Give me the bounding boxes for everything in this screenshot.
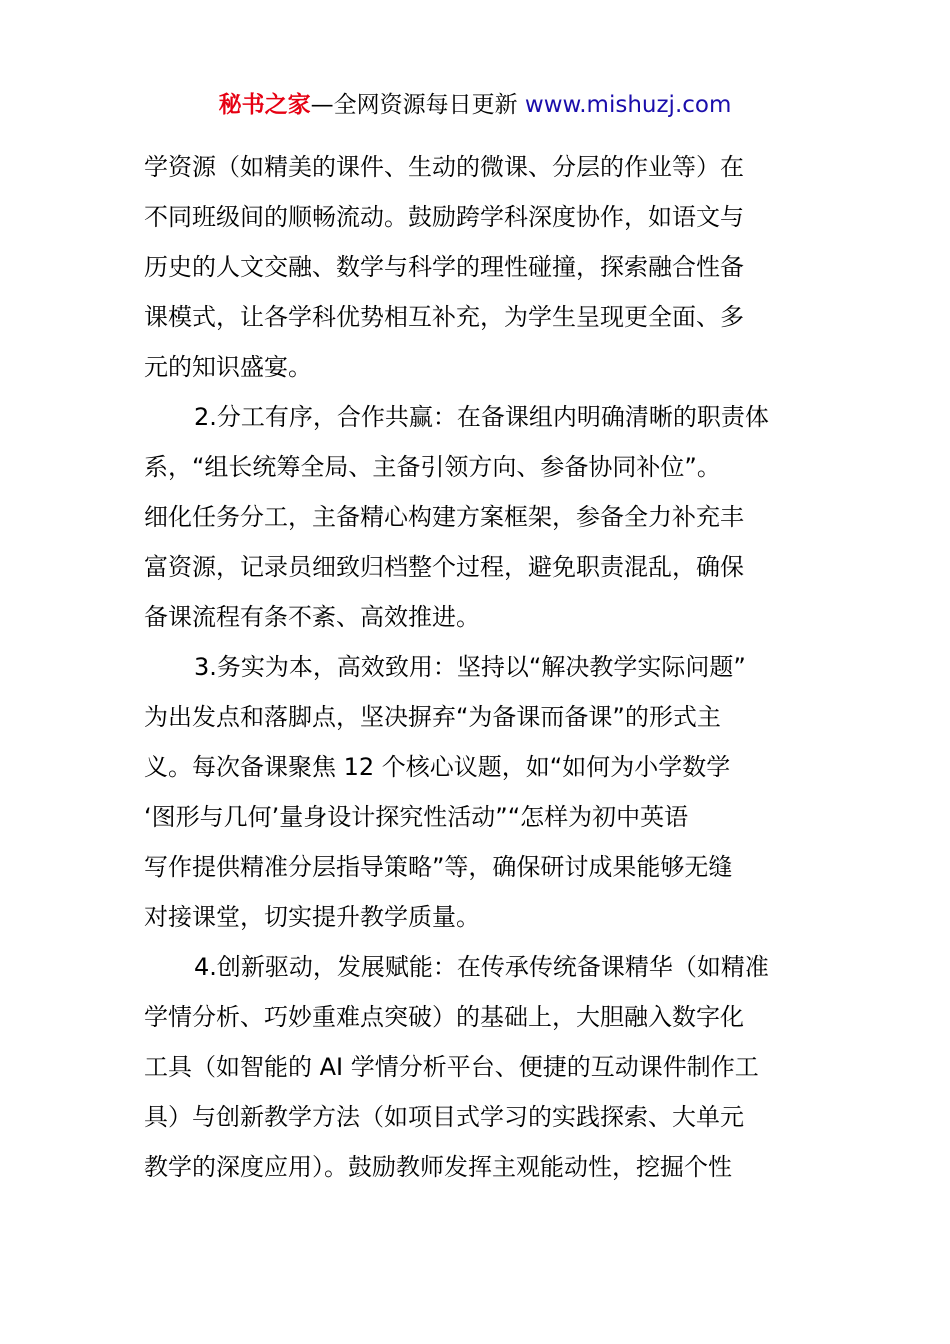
text-line: 义。每次备课聚焦 12 个核心议题，如“如何为小学数学 [144, 753, 731, 781]
text-line: 备课流程有条不紊、高效推进。 [144, 603, 480, 631]
text-line: 学情分析、巧妙重难点突破）的基础上，大胆融入数字化 [144, 1003, 744, 1031]
text-line: 历史的人文交融、数学与科学的理性碰撞，探索融合性备 [144, 253, 744, 281]
site-url-link[interactable]: www.mishuzj.com [524, 92, 732, 118]
text-line: 课模式，让各学科优势相互补充，为学生呈现更全面、多 [144, 303, 744, 331]
document-body [144, 142, 808, 1192]
page-header [0, 88, 950, 122]
text-line: 细化任务分工，主备精心构建方案框架，参备全力补充丰 [144, 503, 744, 531]
paragraph-4-start: 4.创新驱动，发展赋能：在传承传统备课精华（如精准 [194, 953, 769, 981]
text-line: 不同班级间的顺畅流动。鼓励跨学科深度协作，如语文与 [144, 203, 744, 231]
site-tagline: —全网资源每日更新 [310, 92, 525, 118]
text-line: 工具（如智能的 AI 学情分析平台、便捷的互动课件制作工 [144, 1053, 759, 1081]
site-brand: 秘书之家 [218, 92, 311, 118]
text-line: 写作提供精准分层指导策略”等，确保研讨成果能够无缝 [144, 853, 733, 881]
paragraph-3-start: 3.务实为本，高效致用：坚持以“解决教学实际问题” [194, 653, 746, 681]
text-line: 富资源，记录员细致归档整个过程，避免职责混乱，确保 [144, 553, 744, 581]
paragraph-2-start: 2.分工有序，合作共赢：在备课组内明确清晰的职责体 [194, 403, 769, 431]
text-line: 对接课堂，切实提升教学质量。 [144, 903, 480, 931]
text-line: 元的知识盛宴。 [144, 353, 312, 381]
text-line: ‘图形与几何’量身设计探究性活动”“怎样为初中英语 [144, 803, 689, 831]
text-line: 为出发点和落脚点，坚决摒弃“为备课而备课”的形式主 [144, 703, 721, 731]
text-line: 具）与创新教学方法（如项目式学习的实践探索、大单元 [144, 1103, 744, 1131]
text-line: 系，“组长统筹全局、主备引领方向、参备协同补位”。 [144, 453, 721, 481]
text-line: 教学的深度应用）。鼓励教师发挥主观能动性，挖掘个性 [144, 1153, 732, 1181]
text-line: 学资源（如精美的课件、生动的微课、分层的作业等）在 [144, 153, 744, 181]
